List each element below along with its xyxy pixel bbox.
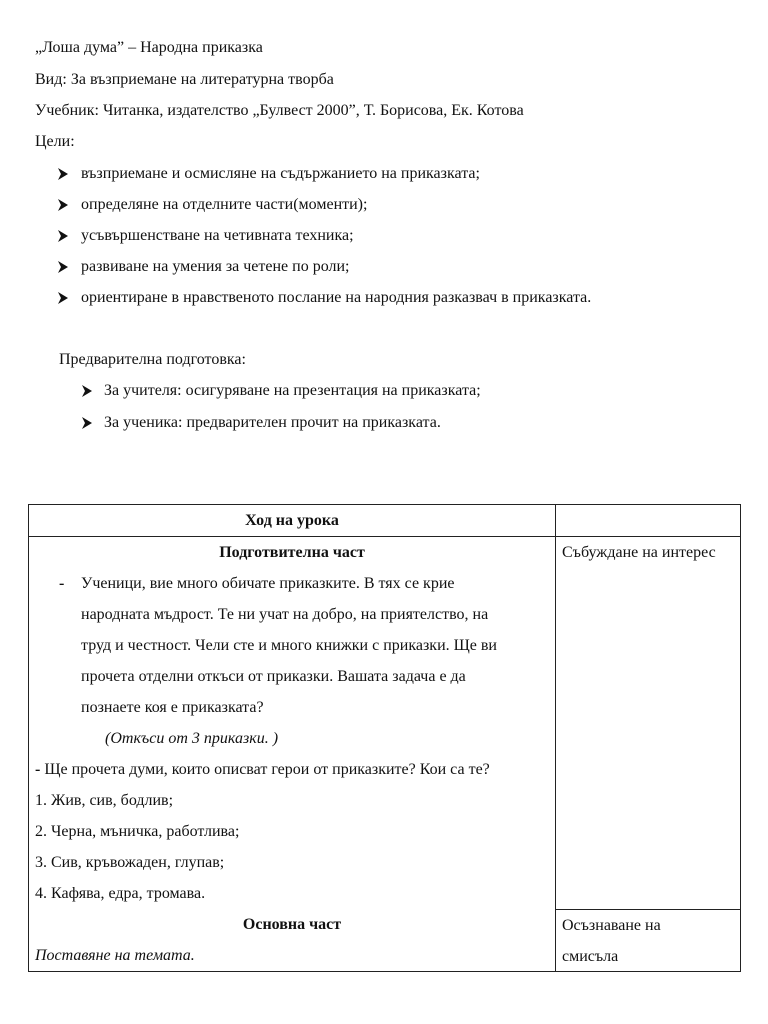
main-section-topic: Поставяне на темата. <box>35 947 195 964</box>
preparation-item: За учителя: осигуряване на презентация на приказката; <box>104 382 481 399</box>
speech-line: познаете коя е приказката? <box>81 699 264 716</box>
arrow-bullet-icon <box>57 226 71 246</box>
goal-item: ориентиране в нравственото послание на народния разказвач в приказката. <box>81 289 592 306</box>
speech-line: прочета отделни откъси от приказки. Вашата задача е да <box>81 668 466 685</box>
riddle-item: 4. Кафява, едра, тромава. <box>35 885 206 902</box>
arrow-bullet-icon <box>81 381 95 401</box>
arrow-bullet-icon <box>57 164 71 184</box>
prep-section-side <box>556 537 741 972</box>
side-note-meaning <box>556 909 741 972</box>
dash-bullet: - <box>59 575 65 592</box>
question-text: Ще прочета думи, които описват герои от приказките? Кои са те? <box>40 761 490 778</box>
excerpts-note: (Откъси от 3 приказки. ) <box>105 730 279 747</box>
document-title: „Лоша дума” – Народна приказка <box>35 39 263 56</box>
question-line <box>29 754 555 785</box>
arrow-bullet-icon <box>81 413 95 433</box>
goals-label: Цели: <box>35 133 75 150</box>
teacher-speech <box>29 568 555 723</box>
main-section-title: Основна част <box>242 916 342 933</box>
lesson-type: Вид: За възприемане на литературна творба <box>35 71 334 88</box>
prep-section-content <box>29 537 556 972</box>
table-header-title: Ход на урока <box>245 512 339 529</box>
table-header-cell <box>29 505 556 537</box>
riddle-item: 3. Сив, кръвожаден, глупав; <box>35 854 225 871</box>
goal-item: възприемане и осмисляне на съдържанието на приказката; <box>81 165 480 182</box>
prep-section-row <box>29 537 741 972</box>
lesson-table <box>28 504 741 972</box>
side-note-meaning-line: смисъла <box>562 948 619 965</box>
question-dash: - <box>35 761 41 778</box>
speech-line: Ученици, вие много обичате приказките. В тях се крие <box>81 575 455 592</box>
table-header-row <box>29 505 741 537</box>
arrow-bullet-icon <box>57 257 71 277</box>
preparation-label: Предварителна подготовка: <box>59 351 246 368</box>
goal-item: усъвършенстване на четивната техника; <box>81 227 354 244</box>
arrow-bullet-icon <box>57 288 71 308</box>
riddle-item: 1. Жив, сив, бодлив; <box>35 792 174 809</box>
riddle-item: 2. Черна, мъничка, работлива; <box>35 823 240 840</box>
speech-line: труд и честност. Чели сте и много книжки с приказки. Ще ви <box>81 637 497 654</box>
speech-line: народната мъдрост. Те ни учат на добро, на приятелство, на <box>81 606 489 623</box>
textbook-info: Учебник: Читанка, издателство „Булвест 2000”, Т. Борисова, Ек. Котова <box>35 102 524 119</box>
side-note-meaning-line: Осъзнаване на <box>562 917 661 934</box>
side-note-interest: Събуждане на интерес <box>562 544 716 561</box>
table-header-side-cell <box>556 505 741 537</box>
goal-item: определяне на отделните части(моменти); <box>81 196 368 213</box>
prep-section-title: Подготвителна част <box>219 544 365 561</box>
preparation-item: За ученика: предварителен прочит на приказката. <box>104 414 441 431</box>
arrow-bullet-icon <box>57 195 71 215</box>
goal-item: развиване на умения за четене по роли; <box>81 258 350 275</box>
